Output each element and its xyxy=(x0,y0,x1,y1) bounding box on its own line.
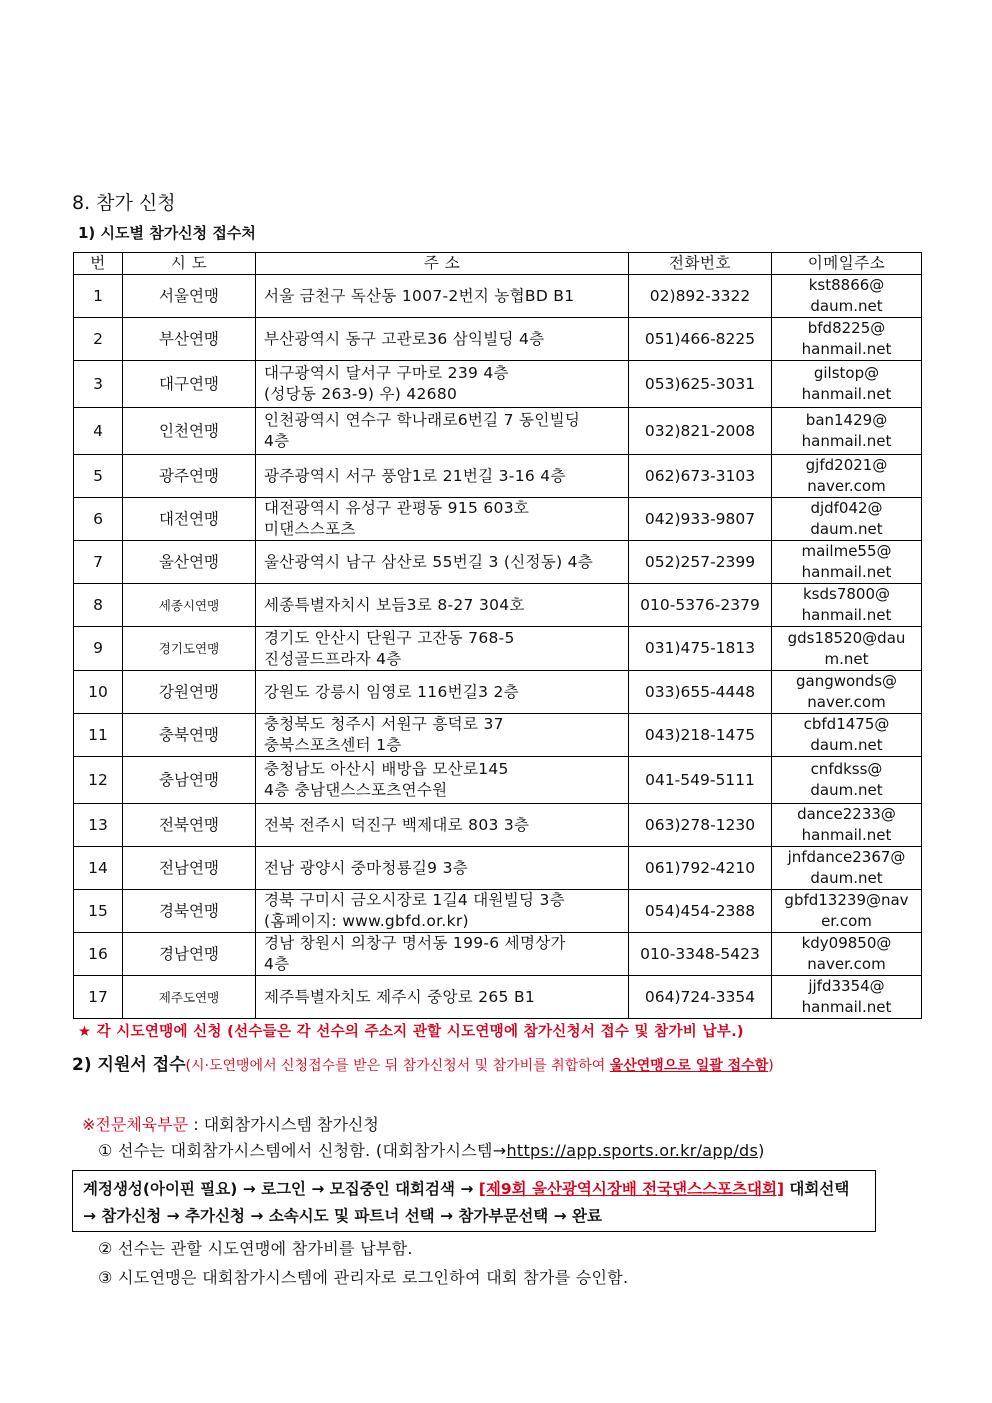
cell-region: 강원연맹 xyxy=(123,671,256,714)
cell-region: 서울연맹 xyxy=(123,275,256,318)
section-title: 8. 참가 신청 xyxy=(72,192,176,214)
cell-address: 대구광역시 달서구 구마로 239 4층 (성당동 263-9) 우) 42680 xyxy=(256,361,629,408)
table-row xyxy=(74,318,922,361)
table-row xyxy=(74,408,922,455)
cell-region: 충북연맹 xyxy=(123,714,256,757)
cell-phone: 032)821-2008 xyxy=(629,408,772,455)
cell-no: 17 xyxy=(74,976,123,1019)
cell-region: 전북연맹 xyxy=(123,804,256,847)
cell-email: kst8866@ daum.net xyxy=(772,275,922,318)
cell-address: 전북 전주시 덕진구 백제대로 803 3층 xyxy=(256,804,629,847)
table-row xyxy=(74,361,922,408)
cell-email: ksds7800@ hanmail.net xyxy=(772,584,922,627)
submission-underline: 울산연맹으로 일괄 접수함 xyxy=(609,1058,769,1074)
cell-no: 16 xyxy=(74,933,123,976)
header-region: 시 도 xyxy=(123,253,256,275)
cell-region: 광주연맹 xyxy=(123,455,256,498)
cell-region: 세종시연맹 xyxy=(123,584,256,627)
step-3: ③ 시도연맹은 대회참가시스템에 관리자로 로그인하여 대회 참가를 승인함. xyxy=(98,1268,629,1287)
step-2: ② 선수는 관할 시도연맹에 참가비를 납부함. xyxy=(98,1239,413,1258)
table-row xyxy=(74,455,922,498)
submission-label: 2) 지원서 접수 xyxy=(72,1055,186,1075)
cell-email: gangwonds@ naver.com xyxy=(772,671,922,714)
cell-region: 전남연맹 xyxy=(123,847,256,890)
table-row xyxy=(74,627,922,671)
cell-address: 세종특별자치시 보듬3로 8-27 304호 xyxy=(256,584,629,627)
cell-no: 3 xyxy=(74,361,123,408)
table-row xyxy=(74,275,922,318)
cell-email: gds18520@dau m.net xyxy=(772,627,922,671)
cell-no: 5 xyxy=(74,455,123,498)
system-link[interactable]: https://app.sports.or.kr/app/ds xyxy=(506,1141,759,1160)
cell-region: 경북연맹 xyxy=(123,890,256,933)
cell-no: 14 xyxy=(74,847,123,890)
cell-email: mailme55@ hanmail.net xyxy=(772,541,922,584)
cell-email: bfd8225@ hanmail.net xyxy=(772,318,922,361)
cell-phone: 053)625-3031 xyxy=(629,361,772,408)
table-row xyxy=(74,541,922,584)
cell-phone: 031)475-1813 xyxy=(629,627,772,671)
cell-region: 제주도연맹 xyxy=(123,976,256,1019)
cell-email: jjfd3354@ hanmail.net xyxy=(772,976,922,1019)
application-submission xyxy=(72,1050,774,1075)
cell-address: 충청북도 청주시 서원구 흥덕로 37 충북스포츠센터 1층 xyxy=(256,714,629,757)
cell-region: 충남연맹 xyxy=(123,757,256,804)
cell-phone: 064)724-3354 xyxy=(629,976,772,1019)
cell-address: 경기도 안산시 단원구 고잔동 768-5 진성골드프라자 4층 xyxy=(256,627,629,671)
table-row xyxy=(74,890,922,933)
cell-region: 울산연맹 xyxy=(123,541,256,584)
cell-email: ban1429@ hanmail.net xyxy=(772,408,922,455)
cell-no: 10 xyxy=(74,671,123,714)
cell-email: djdf042@ daum.net xyxy=(772,498,922,541)
event-name-highlight: [제9회 울산광역시장배 전국댄스스포츠대회] xyxy=(478,1180,785,1198)
cell-address: 강원도 강릉시 임영로 116번길3 2층 xyxy=(256,671,629,714)
cell-no: 4 xyxy=(74,408,123,455)
cell-address: 서울 금천구 독산동 1007-2번지 농협BD B1 xyxy=(256,275,629,318)
cell-phone: 010-3348-5423 xyxy=(629,933,772,976)
cell-phone: 010-5376-2379 xyxy=(629,584,772,627)
cell-address: 충청남도 아산시 배방읍 모산로145 4층 충남댄스스포츠연수원 xyxy=(256,757,629,804)
cell-phone: 052)257-2399 xyxy=(629,541,772,584)
cell-phone: 061)792-4210 xyxy=(629,847,772,890)
cell-address: 광주광역시 서구 풍암1로 21번길 3-16 4층 xyxy=(256,455,629,498)
cell-no: 7 xyxy=(74,541,123,584)
cell-no: 9 xyxy=(74,627,123,671)
table-row xyxy=(74,498,922,541)
header-email: 이메일주소 xyxy=(772,253,922,275)
cell-email: gjfd2021@ naver.com xyxy=(772,455,922,498)
table-header-row xyxy=(74,253,922,275)
cell-no: 8 xyxy=(74,584,123,627)
cell-no: 13 xyxy=(74,804,123,847)
cell-region: 인천연맹 xyxy=(123,408,256,455)
table-row xyxy=(74,714,922,757)
cell-address: 대전광역시 유성구 관평동 915 603호 미댄스스포츠 xyxy=(256,498,629,541)
header-no: 번 xyxy=(74,253,123,275)
cell-region: 경남연맹 xyxy=(123,933,256,976)
pro-sports-heading xyxy=(82,1112,379,1135)
header-address: 주 소 xyxy=(256,253,629,275)
cell-address: 울산광역시 남구 삼산로 55번길 3 (신정동) 4층 xyxy=(256,541,629,584)
table-row xyxy=(74,757,922,804)
cell-address: 전남 광양시 중마청룡길9 3층 xyxy=(256,847,629,890)
cell-region: 대구연맹 xyxy=(123,361,256,408)
cell-phone: 02)892-3322 xyxy=(629,275,772,318)
cell-phone: 043)218-1475 xyxy=(629,714,772,757)
pro-sports-mark: ※전문체육부문 xyxy=(82,1115,189,1134)
cell-address: 경북 구미시 금오시장로 1길4 대원빌딩 3층 (홈페이지: www.gbfd.or.kr) xyxy=(256,890,629,933)
cell-phone: 063)278-1230 xyxy=(629,804,772,847)
cell-no: 6 xyxy=(74,498,123,541)
cell-phone: 042)933-9807 xyxy=(629,498,772,541)
cell-region: 대전연맹 xyxy=(123,498,256,541)
registration-note: ★ 각 시도연맹에 신청 (선수들은 각 선수의 주소지 관할 시도연맹에 참가신청서 접수 및 참가비 납부.) xyxy=(78,1024,744,1040)
table-row xyxy=(74,804,922,847)
submission-detail: (시·도연맹에서 신청접수를 받은 뒤 참가신청서 및 참가비를 취합하여 울산연맹으로 일괄 접수함) xyxy=(185,1058,774,1074)
cell-email: gilstop@ hanmail.net xyxy=(772,361,922,408)
cell-no: 1 xyxy=(74,275,123,318)
registration-office-table xyxy=(73,252,922,1019)
cell-email: cbfd1475@ daum.net xyxy=(772,714,922,757)
subsection-title: 1) 시도별 참가신청 접수처 xyxy=(78,224,256,242)
table-row xyxy=(74,671,922,714)
cell-email: jnfdance2367@ daum.net xyxy=(772,847,922,890)
cell-address: 부산광역시 동구 고관로36 삼익빌딩 4층 xyxy=(256,318,629,361)
header-phone: 전화번호 xyxy=(629,253,772,275)
cell-region: 경기도연맹 xyxy=(123,627,256,671)
step-1: ① 선수는 대회참가시스템에서 신청함. (대회참가시스템→https://app.sports.or.kr/app/ds) xyxy=(98,1141,765,1160)
cell-email: gbfd13239@nav er.com xyxy=(772,890,922,933)
cell-email: kdy09850@ naver.com xyxy=(772,933,922,976)
table-row xyxy=(74,976,922,1019)
table-row xyxy=(74,933,922,976)
cell-phone: 041-549-5111 xyxy=(629,757,772,804)
cell-no: 11 xyxy=(74,714,123,757)
cell-phone: 054)454-2388 xyxy=(629,890,772,933)
table-row xyxy=(74,847,922,890)
cell-address: 인천광역시 연수구 학나래로6번길 7 동인빌딩 4층 xyxy=(256,408,629,455)
cell-email: cnfdkss@ daum.net xyxy=(772,757,922,804)
cell-address: 제주특별자치도 제주시 중앙로 265 B1 xyxy=(256,976,629,1019)
cell-phone: 033)655-4448 xyxy=(629,671,772,714)
cell-no: 15 xyxy=(74,890,123,933)
cell-address: 경남 창원시 의창구 명서동 199-6 세명상가 4층 xyxy=(256,933,629,976)
pro-sports-rest: : 대회참가시스템 참가신청 xyxy=(188,1115,379,1134)
cell-email: dance2233@ hanmail.net xyxy=(772,804,922,847)
cell-phone: 062)673-3103 xyxy=(629,455,772,498)
cell-phone: 051)466-8225 xyxy=(629,318,772,361)
cell-no: 2 xyxy=(74,318,123,361)
cell-region: 부산연맹 xyxy=(123,318,256,361)
registration-flow-box: 계정생성(아이핀 필요) → 로그인 → 모집중인 대회검색 → [제9회 울산광역시장배 전국댄스스포츠대회] 대회선택 → 참가신청 → 추가신청 → 소속시도 및 파트너 선택 → 참가부문선택 → 완료 xyxy=(72,1170,876,1232)
table-row xyxy=(74,584,922,627)
cell-no: 12 xyxy=(74,757,123,804)
